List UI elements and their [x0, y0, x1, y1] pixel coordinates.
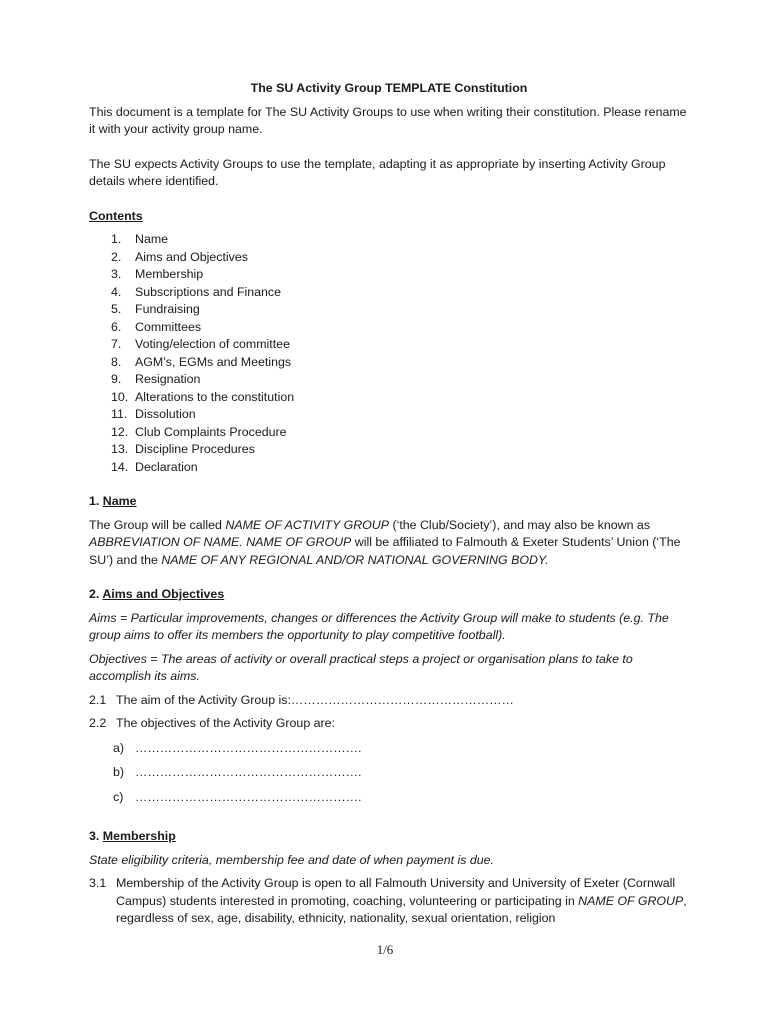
intro-paragraph-1: This document is a template for The SU Activity Groups to use when writing their constitution. Please rename it with your activity group name. — [89, 104, 687, 136]
contents-item-label: Voting/election of committee — [135, 337, 290, 351]
section-1-text: The Group will be called NAME OF ACTIVITY GROUP (‘the Club/Society’), and may also be known as ABBREVIATION OF NAME. NAME OF GROUP will be affiliated to Falmouth & Exeter Students’ Union (‘The SU’) and the NAME OF ANY REGIONAL AND/OR NATIONAL GOVERNING BODY. — [89, 517, 681, 567]
clause-2-2: 2.2 The objectives of the Activity Group are: — [89, 716, 336, 730]
contents-item — [89, 284, 689, 302]
objective-item-text: ………………………………………………. — [135, 789, 362, 804]
contents-item — [89, 371, 689, 389]
document-page — [89, 80, 689, 928]
section-1-heading: 1. Name — [89, 494, 137, 508]
contents-item — [89, 249, 689, 267]
contents-item — [89, 406, 689, 424]
objective-item — [113, 740, 689, 758]
contents-item-number: 8. — [111, 354, 122, 369]
contents-item-number: 13. — [111, 442, 129, 456]
aims-note: Aims = Particular improvements, changes or differences the Activity Group will make to students (e.g. The group aims to offer its members the opportunity to play competitive football). — [89, 610, 669, 642]
contents-item-number: 2. — [111, 249, 122, 264]
intro-paragraph-2: The SU expects Activity Groups to use the template, adapting it as appropriate by inserting Activity Group details where identified. — [89, 156, 666, 188]
contents-item — [89, 231, 689, 249]
membership-note: State eligibility criteria, membership fee and date of when payment is due. — [89, 852, 494, 867]
objective-item — [113, 764, 689, 782]
clause-2-1: 2.1 The aim of the Activity Group is:……………………………………………… — [89, 692, 514, 707]
contents-item-label: Name — [135, 232, 169, 246]
contents-item-number: 5. — [111, 302, 122, 316]
objectives-list — [89, 740, 689, 807]
contents-item-number: 10. — [111, 389, 129, 404]
contents-item-label: Membership — [135, 267, 204, 281]
contents-item-number: 1. — [111, 232, 122, 246]
objective-item-text: ………………………………………………. — [135, 740, 362, 755]
contents-item-number: 12. — [111, 424, 129, 439]
contents-item-label: Fundraising — [135, 302, 200, 316]
contents-item — [89, 266, 689, 284]
contents-list — [89, 231, 689, 476]
document-title: The SU Activity Group TEMPLATE Constitution — [250, 81, 528, 95]
contents-item-label: Subscriptions and Finance — [135, 284, 282, 299]
contents-item-label: Resignation — [135, 372, 201, 386]
objective-item-letter: a) — [113, 740, 125, 755]
objectives-note: Objectives = The areas of activity or overall practical steps a project or organisation plans to take to accomplish its aims. — [89, 651, 633, 683]
section-3-heading: 3. Membership — [89, 829, 176, 843]
page-number: 1/6 — [376, 942, 394, 957]
contents-item-label: Club Complaints Procedure — [135, 424, 287, 439]
contents-item — [89, 336, 689, 354]
contents-item-label: AGM’s, EGMs and Meetings — [135, 354, 292, 369]
contents-item-label: Discipline Procedures — [135, 442, 255, 456]
contents-item-label: Dissolution — [135, 407, 196, 421]
contents-item-number: 3. — [111, 267, 122, 281]
contents-item-label: Aims and Objectives — [135, 249, 248, 264]
contents-item-label: Declaration — [135, 459, 198, 474]
contents-item-number: 6. — [111, 319, 122, 334]
contents-item — [89, 389, 689, 407]
contents-heading: Contents — [89, 208, 143, 223]
objective-item — [113, 789, 689, 807]
contents-item — [89, 301, 689, 319]
contents-item-number: 9. — [111, 372, 122, 386]
contents-item-number: 4. — [111, 284, 122, 299]
contents-item-number: 14. — [111, 459, 129, 474]
objective-item-letter: b) — [113, 765, 125, 779]
contents-item — [89, 319, 689, 337]
contents-item-label: Committees — [135, 319, 202, 334]
clause-3-1: 3.1 Membership of the Activity Group is open to all Falmouth University and University of Exeter (Cornwall Campus) students interested in promoting, coaching, volunteering or participating in NAME OF GROUP, regardless of sex, age, disability, ethnicity, nationality, sexual orientation, religion — [89, 876, 687, 925]
contents-item-number: 7. — [111, 337, 122, 351]
section-2-heading: 2. Aims and Objectives — [89, 587, 225, 601]
objective-item-text: ………………………………………………. — [135, 765, 362, 779]
objective-item-letter: c) — [113, 789, 124, 804]
contents-item — [89, 459, 689, 477]
contents-item — [89, 441, 689, 459]
contents-item-number: 11. — [111, 407, 128, 421]
contents-item-label: Alterations to the constitution — [135, 389, 295, 404]
contents-item — [89, 354, 689, 372]
contents-item — [89, 424, 689, 442]
